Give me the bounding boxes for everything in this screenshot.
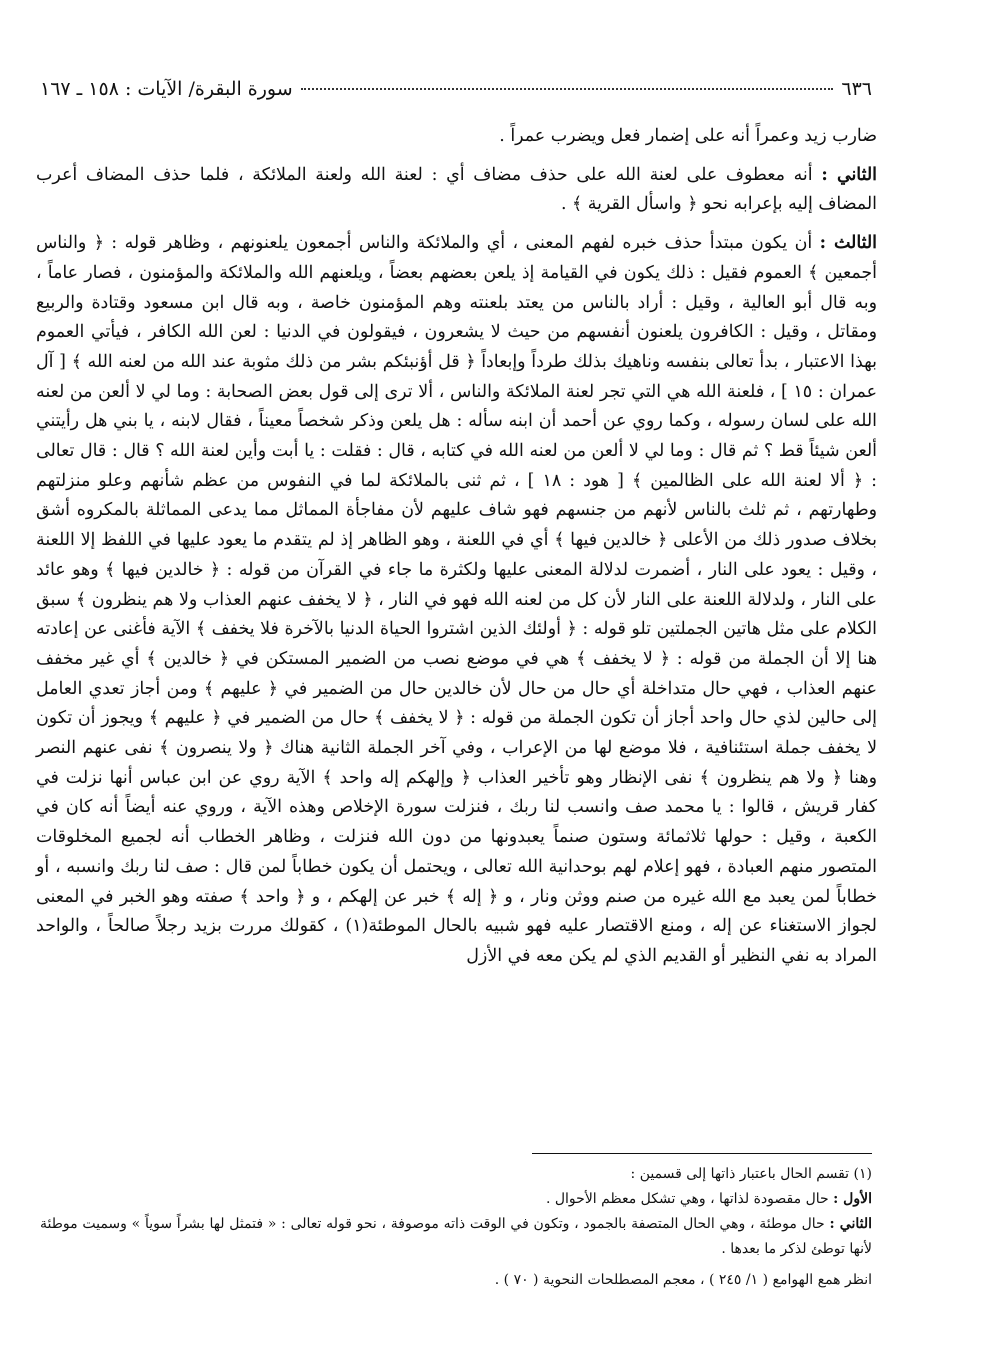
paragraph-lead: الثالث : bbox=[819, 233, 877, 254]
main-text bbox=[36, 122, 877, 972]
footnote-text: حال مقصودة لذاتها ، وهي تشكل معظم الأحوال . bbox=[545, 1191, 834, 1207]
footnote-text: حال موطئة ، وهي الحال المتصفة بالجمود ، وتكون في الوقت ذاته موصوفة ، نحو قوله تعالى : « فتمثل لها بشراً سوياً » وسميت موطئة لأنها توطئ لذكر ما بعدها . bbox=[40, 1216, 872, 1257]
paragraph-lead: الثاني : bbox=[821, 164, 877, 185]
paragraph-text: أنه معطوف على لعنة الله على حذف مضاف أي : لعنة الله ولعنة الملائكة ، فلما حذف المضاف أعرب المضاف إليه بإعرابه نحو ﴿ واسأل القرية ﴾ . bbox=[36, 164, 877, 215]
footnote-divider bbox=[532, 1153, 872, 1154]
footnote-lead: الأول : bbox=[833, 1191, 872, 1207]
running-title: سورة البقرة/ الآيات : ١٥٨ ـ ١٦٧ bbox=[40, 78, 293, 100]
paragraph-third-view bbox=[36, 229, 877, 972]
footnote-line: (١) تقسم الحال باعتبار ذاتها إلى قسمين : bbox=[630, 1166, 872, 1182]
header-dot-leader bbox=[301, 88, 834, 90]
paragraph-second-view bbox=[36, 161, 877, 220]
footnote-line bbox=[40, 1212, 872, 1262]
footnote-line bbox=[40, 1187, 872, 1212]
footnotes bbox=[40, 1162, 872, 1293]
footnote-reference: انظر همع الهوامع ( ١/ ٢٤٥ ) ، معجم المصطلحات النحوية ( ٧٠ ) . bbox=[494, 1272, 872, 1288]
page-number: ٦٣٦ bbox=[841, 78, 872, 100]
page-header bbox=[40, 78, 872, 100]
footnote-lead: الثاني : bbox=[829, 1216, 872, 1232]
paragraph-text: أن يكون مبتدأ حذف خبره لفهم المعنى ، أي والملائكة والناس أجمعون يلعنونهم ، وظاهر قوله : ﴿ والناس أجمعين ﴾ العموم فقيل : ذلك يكون في القيامة إذ يلعن بعضهم بعضاً ، ويلعنهم الله والملائكة والمؤمنون ، فصار عاماً ، وبه قال أبو العالية ، وقيل : أراد بالناس من يعتد بلعنته وهم المؤمنون خاصة ، وبه قال ابن مسعود وقتادة والربيع ومقاتل ، وقيل : الكافرون يلعنون أنفسهم من حيث لا يشعرون ، فيقولون في الدنيا : لعن الله الكافر ، فيأتي العموم بهذا الاعتبار ، بدأ تعالى بنفسه وناهيك بذلك طرداً وإبعاداً ﴿ قل أؤنبئكم بشر من ذلك مثوبة عند الله من لعنه الله ﴾ [ آل عمران : ١٥ ] ، فلعنة الله هي التي تجر لعنة الملائكة والناس ، ألا ترى إلى قول بعض الصحابة : وما لي لا ألعن من لعنه الله على لسان رسوله ، وكما روي عن أحمد أن ابنه سأله : هل يلعن وذكر شخصاً معيناً ، فقال لابنه ، يا بني هل رأيتني ألعن شيئاً قط ؟ ثم قال : وما لي لا ألعن من لعنه الله في كتابه ، قال : فقلت : يا أبت وأين لعنة الله ؟ قال : قال تعالى : ﴿ ألا لعنة الله على الظالمين ﴾ [ هود : ١٨ ] ، ثم ثنى بالملائكة لما في النفوس من عظم شأنهم وعلو منزلتهم وطهارتهم ، ثم ثلث بالناس لأنهم من جنسهم فهو شاف عليهم لأن مفاجأة المماثل مما يدعى المماثلة بالمكروه أشق بخلاف صدور ذلك من الأعلى ﴿ خالدين فيها ﴾ أي في اللعنة ، وهو الظاهر إذ لم يتقدم ما يعود عليها في اللفظ إلا اللعنة ، وقيل : يعود على النار ، أضمرت لدلالة المعنى عليها ولكثرة ما جاء في القرآن من قوله : ﴿ خالدين فيها ﴾ وهو عائد على النار ، ولدلالة اللعنة على النار لأن كل من لعنه الله فهو في النار ، ﴿ لا يخفف عنهم العذاب ولا هم ينظرون ﴾ سبق الكلام على مثل هاتين الجملتين تلو قوله : ﴿ أولئك الذين اشتروا الحياة الدنيا بالآخرة فلا يخفف ﴾ الآية فأغنى عن إعادته هنا إلا أن الجملة من قوله : ﴿ لا يخفف ﴾ هي في موضع نصب من الضمير المستكن في ﴿ خالدين ﴾ أي غير مخفف عنهم العذاب ، فهي حال متداخلة أي حال من حال لأن خالدين حال من الضمير في ﴿ عليهم ﴾ ومن أجاز تعدي العامل إلى حالين لذي حال واحد أجاز أن تكون الجملة من قوله : ﴿ لا يخفف ﴾ حال من الضمير في ﴿ عليهم ﴾ ويجوز أن تكون لا يخفف جملة استئنافية ، فلا موضع لها من الإعراب ، وفي آخر الجملة الثانية هناك ﴿ ولا ينصرون ﴾ نفى عنهم النصر وهنا ﴿ ولا هم ينظرون ﴾ نفى الإنظار وهو تأخير العذاب ﴿ وإلهكم إله واحد ﴾ الآية روي عن ابن عباس أنها نزلت في كفار قريش ، قالوا : يا محمد صف وانسب لنا ربك ، فنزلت سورة الإخلاص وهذه الآية ، وروي عنه أيضاً أنه كان في الكعبة ، وقيل : حولها ثلاثمائة وستون صنماً يعبدونها من دون الله فنزلت ، وظاهر الخطاب أنه لجميع المخلوقات المتصور منهم العبادة ، فهو إعلام لهم بوحدانية الله تعالى ، ويحتمل أن يكون خطاباً لمن قال : صف لنا ربك وانسبه ، أو خطاباً لمن يعبد مع الله غيره من صنم ووثن ونار ، و ﴿ إله ﴾ خبر عن إلهكم ، و ﴿ واحد ﴾ صفته وهو الخبر في المعنى لجواز الاستغناء عن إله ، ومنع الاقتصار عليه فهو شبيه بالحال الموطئة(١) ، كقولك مررت بزيد رجلاً صالحاً ، والواحد المراد به نفي النظير أو القديم الذي لم يكن معه في الأزل bbox=[36, 233, 878, 966]
paragraph-continuation: ضارب زيد وعمراً أنه على إضمار فعل ويضرب عمراً . bbox=[499, 126, 877, 146]
